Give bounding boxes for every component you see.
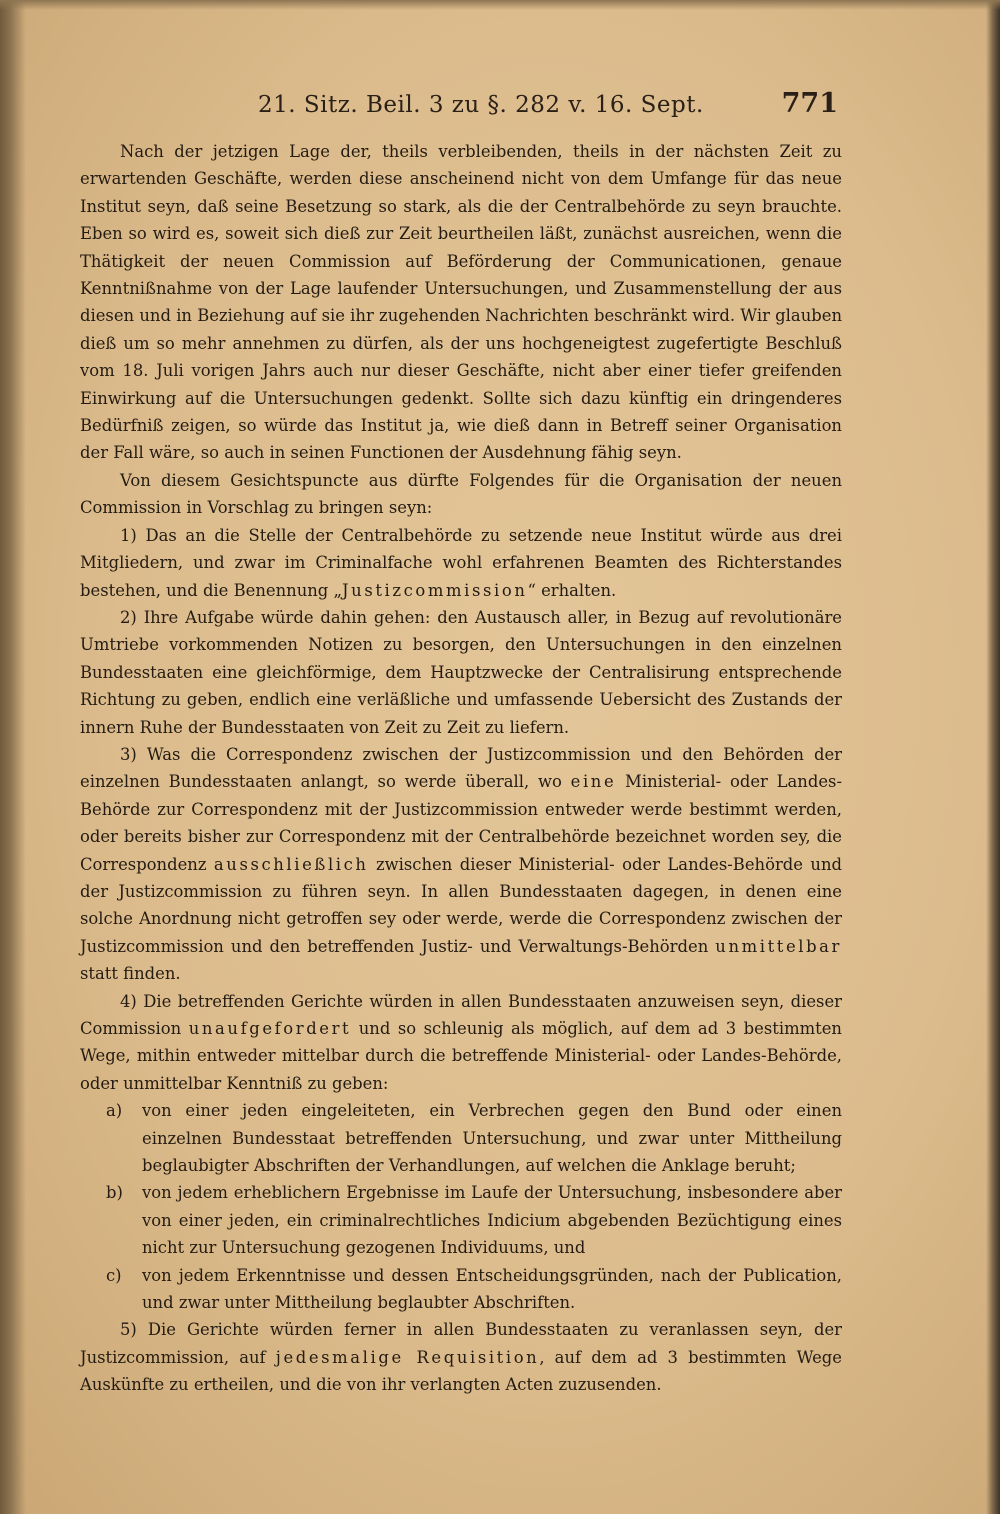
page-number: 771 xyxy=(781,88,838,119)
section-4-text-a: 4) Die betreffenden Gerichte würden in allen Bundesstaaten anzuweisen seyn, dieser Commission xyxy=(80,991,842,1038)
list-item-label: c) xyxy=(106,1265,122,1285)
page-edge-left xyxy=(0,0,26,1514)
section-3-emphasis-1: eine xyxy=(570,772,617,792)
section-4 xyxy=(80,988,842,1098)
page-edge-right xyxy=(986,0,1000,1514)
paragraph-proposal: Von diesem Gesichtspuncte aus dürfte Folgendes für die Organisation der neuen Commission in Vorschlag zu bringen seyn: xyxy=(80,470,842,518)
section-4-list xyxy=(80,1097,842,1316)
page-body xyxy=(80,138,842,1399)
section-1-text: 1) Das an die Stelle der Centralbehörde zu setzende neue Institut würde aus drei Mitgliedern, und zwar im Criminalfache wohl erfahrenen Beamten des Richterstandes bestehen, und die Benennung „ xyxy=(80,525,842,600)
section-5 xyxy=(80,1316,842,1398)
section-4-emphasis: unaufgefordert xyxy=(188,1019,352,1038)
section-3-text-b: Ministerial- oder Landes-Behörde zur Correspondenz mit der Justizcommission entweder werde bestimmt werden, oder bereits bisher zur Correspondenz mit der Centralbehörde bezeichnet worden sey, die Correspondenz xyxy=(80,772,842,874)
running-title: 21. Sitz. Beil. 3 zu §. 282 v. 16. Sept. xyxy=(258,92,704,118)
list-item-text: von jedem Erkenntnisse und dessen Entscheidungsgründen, nach der Publication, und zwar unter Mittheilung beglaubter Abschriften. xyxy=(142,1265,842,1313)
list-item-label: b) xyxy=(106,1183,123,1203)
section-3 xyxy=(80,741,842,988)
section-3-emphasis-3: unmittelbar xyxy=(715,936,842,956)
list-item-text: von jedem erheblichern Ergebnisse im Laufe der Untersuchung, insbesondere aber von einer jeden, ein criminalrechtliches Indicium abgebenden Bezüchtigung eines nicht zur Untersuchung gezogenen Individuums, und xyxy=(142,1183,842,1258)
section-3-text-a: 3) Was die Correspondenz zwischen der Justizcommission und den Behörden der einzelnen Bundesstaaten anlangt, so werde überall, wo xyxy=(80,744,842,792)
list-item xyxy=(80,1179,842,1261)
section-1-emphasis: Justizcommission xyxy=(342,580,528,600)
list-item-text: von einer jeden eingeleiteten, ein Verbrechen gegen den Bund oder einen einzelnen Bundesstaat betreffenden Untersuchung, und zwar unter Mittheilung beglaubigter Abschriften der Verhandlungen, auf welchen die Anklage beruht; xyxy=(142,1101,842,1176)
paragraph-intro: Nach der jetzigen Lage der, theils verbleibenden, theils in der nächsten Zeit zu erwartenden Geschäfte, werden diese anscheinend nicht von dem Umfange für das neue Institut seyn, daß seine Besetzung so stark, als die der Centralbehörde zu seyn brauchte. Eben so wird es, soweit sich dieß zur Zeit beurtheilen läßt, zunächst ausreichen, wenn die Thätigkeit der neuen Commission auf Beförderung der Communicationen, genaue Kenntnißnahme von der Lage laufender Untersuchungen, und Zusammenstellung der aus diesen und in Beziehung auf sie ihr zugehenden Nachrichten beschränkt wird. Wir glauben dieß um so mehr annehmen zu dürfen, als der uns hochgeneigtest zugefertigte Beschluß vom 18. Juli vorigen Jahrs auch nur dieser Geschäfte, nicht aber einer tiefer greifenden Einwirkung auf die Untersuchungen gedenkt. Sollte sich dazu künftig ein dringenderes Bedürfniß zeigen, so würde das Institut ja, wie dieß dann in Betreff seiner Organisation der Fall wäre, so auch in seinen Functionen der Ausdehnung fähig seyn. xyxy=(80,142,842,463)
page-edge-top xyxy=(0,0,1000,10)
section-5-text-b: , auf dem ad 3 bestimmten Wege Auskünfte zu ertheilen, und die von ihr verlangten Acten zuzusenden. xyxy=(80,1347,842,1395)
section-1 xyxy=(80,522,842,604)
section-2: 2) Ihre Aufgabe würde dahin gehen: den Austausch aller, in Bezug auf revolutionäre Umtriebe vorkommenden Notizen zu besorgen, den Untersuchungen in den einzelnen Bundesstaaten eine gleichförmige, dem Hauptzwecke der Centralisirung entsprechende Richtung zu geben, endlich eine verläßliche und umfassende Uebersicht des Zustands der innern Ruhe der Bundesstaaten von Zeit zu Zeit zu liefern. xyxy=(80,607,842,737)
list-item xyxy=(80,1097,842,1179)
section-1-text-end: “ erhalten. xyxy=(527,580,617,600)
page-header xyxy=(258,88,838,128)
list-item xyxy=(80,1262,842,1317)
section-3-text-d: statt finden. xyxy=(80,964,181,984)
section-4-text-b: und so schleunig als möglich, auf dem ad 3 bestimmten Wege, mithin entweder mittelbar durch die betreffende Ministerial- oder Landes-Behörde, oder unmittelbar Kenntniß zu geben: xyxy=(80,1019,842,1093)
section-3-text-c: zwischen dieser Ministerial- oder Landes-Behörde und der Justizcommission zu führen seyn. In allen Bundesstaaten dagegen, in denen eine solche Anordnung nicht getroffen sey oder werde, werde die Correspondenz zwischen der Justizcommission und den betreffenden Justiz- und Verwaltungs-Behörden xyxy=(80,854,843,956)
section-5-emphasis: jedesmalige Requisition xyxy=(275,1347,540,1367)
section-3-emphasis-2: ausschließlich xyxy=(213,854,369,874)
section-5-text-a: 5) Die Gerichte würden ferner in allen Bundesstaaten zu veranlassen seyn, der Justizcommission, auf xyxy=(80,1320,842,1367)
list-item-label: a) xyxy=(106,1101,123,1121)
